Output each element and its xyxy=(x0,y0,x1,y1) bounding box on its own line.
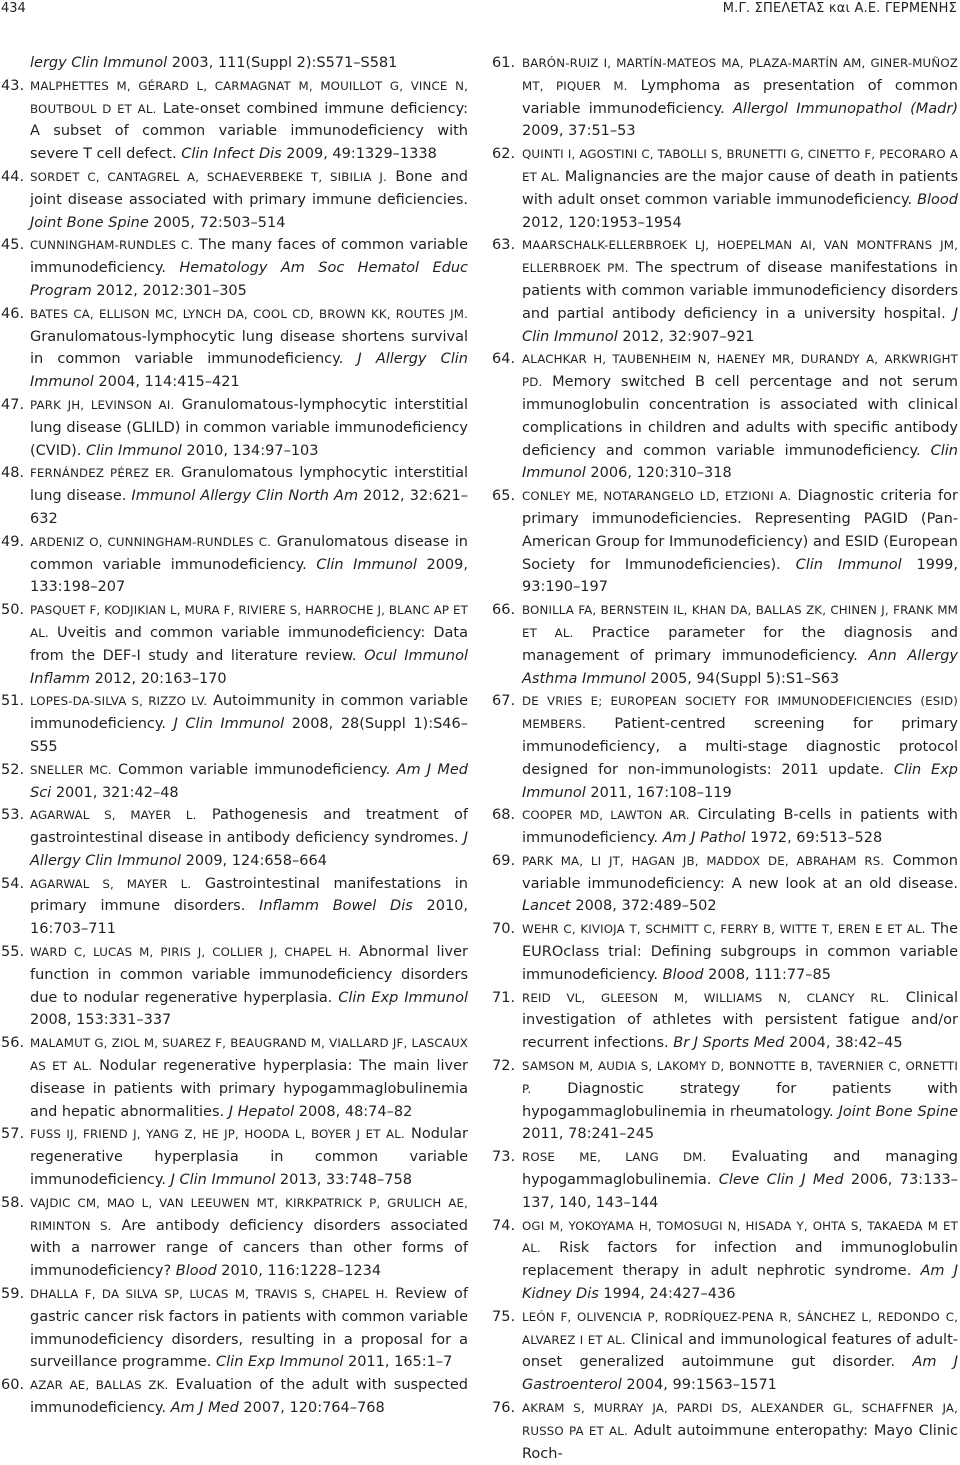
reference-entry xyxy=(0,394,468,462)
reference-entry xyxy=(0,234,468,302)
reference-entry xyxy=(0,1032,468,1123)
reference-title: Nodular regenerative hyperplasia in common variable immunodeficiency. xyxy=(30,1126,468,1189)
reference-authors: LEÓN F, OLIVENCIA P, RODRÍQUEZ-PENA R, SÁNCHEZ L, REDONDO C, ALVAREZ I ET AL. xyxy=(522,1309,958,1347)
reference-title: Evaluating and managing hypogammaglobulinemia. xyxy=(522,1149,958,1189)
reference-title: Clinical investigation of athletes with persistent fatigue and/or recurrent infections. xyxy=(522,989,958,1052)
reference-title: The many faces of common variable immunodeficiency. xyxy=(30,237,469,277)
reference-number: 64. xyxy=(492,351,516,368)
reference-citation: 1999, 93:190–197 xyxy=(522,556,959,596)
reference-entry xyxy=(0,873,468,941)
reference-title: Granulomatous-lymphocytic interstitial lung disease (GLILD) in common variable immunodeficiency (CVID). xyxy=(30,396,468,459)
reference-entry xyxy=(492,690,958,804)
reference-journal: Clin Exp Immunol xyxy=(522,761,958,801)
reference-title: Evaluation of the adult with suspected immunodeficiency. xyxy=(30,1377,469,1417)
reference-title: Memory switched B cell percentage and not serum immunoglobulin concentration is associated with clinical complications in children and adults with specific antibody deficiency and common variable immunodeficiency. xyxy=(522,374,958,459)
reference-number: 53. xyxy=(1,807,25,824)
reference-citation: 2009, 133:198–207 xyxy=(30,556,468,596)
reference-title: Lymphoma as presentation of common variable immunodeficiency. xyxy=(522,77,958,117)
reference-journal: Am J Kidney Dis xyxy=(522,1263,958,1303)
reference-authors: AZAR AE, BALLAS ZK. xyxy=(30,1378,169,1393)
reference-journal: Clin Immunol xyxy=(86,442,182,459)
reference-authors: FERNÁNDEZ PÉREZ ER. xyxy=(30,466,175,481)
reference-journal: Clin Immunol xyxy=(795,556,902,573)
reference-entry xyxy=(492,1397,958,1465)
reference-citation: 2008, 28(Suppl 1):S46–S55 xyxy=(30,716,469,755)
reference-title: Granulomatous disease in common variable immunodeficiency. xyxy=(30,533,468,573)
reference-title: Review of gastric cancer risk factors in patients with common variable immunodeficiency disorders, resulting in a proposal for a surveillance programme. xyxy=(30,1286,468,1371)
reference-title: Adult autoimmune enteropathy: Mayo Clinic Roch- xyxy=(522,1422,959,1462)
reference-authors: COOPER MD, LAWTON AR. xyxy=(522,808,690,823)
reference-authors: DHALLA F, DA SILVA SP, LUCAS M, TRAVIS S, CHAPEL H. xyxy=(30,1287,389,1302)
reference-journal: Joint Bone Spine xyxy=(30,214,149,231)
reference-title: Uveitis and common variable immunodeficiency: Data from the DEF-I study and literature review. xyxy=(30,624,468,664)
reference-number: 72. xyxy=(492,1058,516,1075)
reference-number: 74. xyxy=(492,1217,516,1234)
reference-entry xyxy=(492,918,958,986)
reference-journal: Inflamm Bowel Dis xyxy=(259,898,413,915)
reference-number: 67. xyxy=(492,693,516,710)
reference-citation: 2006, 73:133–137, 140, 143–144 xyxy=(522,1172,958,1211)
reference-number: 57. xyxy=(1,1126,25,1143)
reference-entry xyxy=(492,850,958,918)
reference-journal: Clin Exp Immunol xyxy=(216,1354,344,1371)
reference-authors: SORDET C, CANTAGREL A, SCHAEVERBEKE T, SIBILIA J. xyxy=(30,169,387,184)
reference-entry xyxy=(0,804,468,872)
reference-number: 47. xyxy=(1,396,25,413)
reference-citation: 2008, 111:77–85 xyxy=(703,966,831,983)
reference-number: 55. xyxy=(1,944,25,961)
reference-title: Late-onset combined immune deficiency: A subset of common variable immunodeficiency with severe T cell defect. xyxy=(30,100,469,163)
reference-title: Autoimmunity in common variable immunodeficiency. xyxy=(30,693,468,733)
reference-entry xyxy=(0,462,468,530)
reference-citation: 2004, 114:415–421 xyxy=(93,374,240,391)
reference-authors: CUNNINGHAM-RUNDLES C. xyxy=(30,238,194,253)
reference-authors: AGARWAL S, MAYER L. xyxy=(30,808,197,823)
reference-citation: 2006, 120:310–318 xyxy=(585,465,732,482)
reference-authors: BONILLA FA, BERNSTEIN IL, KHAN DA, BALLAS ZK, CHINEN J, FRANK MM ET AL. xyxy=(522,603,958,640)
reference-entry xyxy=(0,1283,468,1374)
reference-citation: 2012, 32:621–632 xyxy=(30,488,468,527)
reference-entry xyxy=(0,1374,468,1420)
reference-number: 51. xyxy=(1,693,25,710)
reference-citation: 2009, 124:658–664 xyxy=(181,852,327,869)
reference-journal: Cleve Clin J Med xyxy=(718,1172,844,1189)
reference-citation: 2005, 72:503–514 xyxy=(148,214,286,231)
reference-authors: REID VL, GLEESON M, WILLIAMS N, CLANCY RL. xyxy=(522,990,890,1005)
reference-number: 70. xyxy=(492,921,516,938)
reference-number: 62. xyxy=(492,146,516,163)
reference-entry xyxy=(0,1123,468,1191)
reference-authors: ROSE ME, LANG DM. xyxy=(522,1150,707,1165)
reference-title: Common variable immunodeficiency. xyxy=(111,761,397,778)
reference-journal: Joint Bone Spine xyxy=(838,1103,959,1120)
reference-number: 69. xyxy=(492,852,516,869)
reference-citation: 2012, 2012:301–305 xyxy=(91,282,247,299)
reference-authors: SNELLER MC. xyxy=(30,762,112,777)
reference-number: 59. xyxy=(1,1286,25,1303)
reference-number: 56. xyxy=(1,1035,25,1052)
reference-title: Practice parameter for the diagnosis and management of primary immunodeficiency. xyxy=(522,624,959,664)
reference-journal: J Hepatol xyxy=(228,1103,295,1120)
reference-entry xyxy=(492,234,958,348)
reference-citation: 2008, 153:331–337 xyxy=(30,1012,172,1029)
reference-citation: 2009, 49:1329–1338 xyxy=(281,146,437,163)
reference-journal: J Clin Immunol xyxy=(522,305,958,345)
reference-journal: Am J Pathol xyxy=(662,830,746,847)
reference-number: 76. xyxy=(492,1400,516,1417)
reference-journal: Ann Allergy Asthma Immunol xyxy=(522,647,958,687)
reference-title: Pathogenesis and treatment of gastrointestinal disease in antibody deficiency syndromes. xyxy=(30,807,468,847)
reference-number: 54. xyxy=(1,875,25,892)
reference-journal: lergy Clin Immunol xyxy=(30,55,168,71)
reference-entry xyxy=(492,52,958,143)
reference-entry xyxy=(492,1146,958,1214)
reference-journal: Br J Sports Med xyxy=(673,1035,785,1052)
reference-journal: Lancet xyxy=(522,898,571,915)
reference-authors: AGARWAL S, MAYER L. xyxy=(30,876,192,891)
reference-journal: Blood xyxy=(662,966,704,983)
reference-title: Clinical and immunological features of adult-onset generalized autoimmune gut disorder. xyxy=(522,1331,959,1371)
reference-entry xyxy=(0,941,468,1032)
reference-journal: Blood xyxy=(917,191,958,208)
reference-authors: VAJDIC CM, MAO L, VAN LEEUWEN MT, KIRKPATRICK P, GRULICH AE, RIMINTON S. xyxy=(30,1195,468,1233)
reference-entry xyxy=(492,987,958,1055)
reference-authors: ARDENIZ O, CUNNINGHAM-RUNDLES C. xyxy=(30,534,272,549)
reference-entry xyxy=(0,52,468,75)
reference-authors: MALAMUT G, ZIOL M, SUAREZ F, BEAUGRAND M, VIALLARD JF, LASCAUX AS ET AL. xyxy=(30,1036,468,1074)
reference-journal: J Allergy Clin Immunol xyxy=(30,351,468,391)
reference-authors: QUINTI I, AGOSTINI C, TABOLLI S, BRUNETTI G, CINETTO F, PECORARO A ET AL. xyxy=(522,147,958,184)
reference-title: Abnormal liver function in common variable immunodeficiency disorders due to nodular regenerative hyperplasia. xyxy=(30,944,469,1006)
reference-journal: Clin Infect Dis xyxy=(181,146,282,163)
reference-authors: PARK JH, LEVINSON AI. xyxy=(30,397,175,412)
reference-title: Malignancies are the major cause of death in patients with adult onset common variable immunodeficiency. xyxy=(522,168,959,208)
reference-number: 45. xyxy=(1,237,25,254)
reference-entry xyxy=(0,166,468,234)
reference-authors: FUSS IJ, FRIEND J, YANG Z, HE JP, HOODA L, BOYER J ET AL. xyxy=(30,1127,405,1142)
reference-number: 49. xyxy=(1,533,25,550)
reference-authors: BATES CA, ELLISON MC, LYNCH DA, COOL CD, BROWN KK, ROUTES JM. xyxy=(30,306,468,321)
reference-number: 61. xyxy=(492,55,516,71)
reference-citation: 2011, 167:108–119 xyxy=(585,784,732,801)
reference-number: 52. xyxy=(1,761,25,778)
reference-journal: Ocul Immunol Inflamm xyxy=(30,647,468,687)
reference-number: 68. xyxy=(492,807,516,824)
reference-authors: OGI M, YOKOYAMA H, TOMOSUGI N, HISADA Y, OHTA S, TAKAEDA M ET AL. xyxy=(522,1218,958,1256)
reference-number: 50. xyxy=(1,602,25,619)
reference-citation: 2008, 372:489–502 xyxy=(570,898,717,915)
reference-citation: 2013, 33:748–758 xyxy=(275,1172,412,1189)
reference-title: Nodular regenerative hyperplasia: The main liver disease in patients with primary hypogammaglobulinemia and hepatic abnormalities. xyxy=(30,1058,468,1120)
reference-entry xyxy=(0,690,468,758)
reference-title: Granulomatous-lymphocytic lung disease shortens survival in common variable immunodeficiency. xyxy=(30,328,468,368)
reference-title: The spectrum of disease manifestations in patients with common variable immunodeficiency disorders and partial antibody deficiency in a university hospital. xyxy=(522,260,958,322)
reference-entry xyxy=(492,1306,958,1397)
reference-journal: Clin Immunol xyxy=(316,556,417,573)
reference-journal: J Allergy Clin Immunol xyxy=(30,830,468,869)
reference-citation: 2004, 38:42–45 xyxy=(784,1035,903,1052)
reference-authors: CONLEY ME, NOTARANGELO LD, ETZIONI A. xyxy=(522,489,792,504)
reference-number: 75. xyxy=(492,1308,516,1325)
reference-title: Bone and joint disease associated with primary immune deficiencies. xyxy=(30,168,468,208)
reference-citation: 2005, 94(Suppl 5):S1–S63 xyxy=(645,670,840,687)
reference-citation: 2007, 120:764–768 xyxy=(238,1400,385,1417)
reference-journal: Hematology Am Soc Hematol Educ Program xyxy=(30,260,468,299)
reference-title: The EUROclass trial: Defining subgroups in common variable immunodeficiency. xyxy=(522,921,959,983)
reference-citation: 2010, 134:97–103 xyxy=(181,442,319,459)
reference-citation: 2010, 16:703–711 xyxy=(30,898,469,938)
reference-citation: 2001, 321:42–48 xyxy=(51,784,179,801)
reference-journal: Am J Med Sci xyxy=(30,761,468,801)
reference-authors: MALPHETTES M, GÉRARD L, CARMAGNAT M, MOUILLOT G, VINCE N, BOUTBOUL D ET AL. xyxy=(30,78,468,116)
reference-authors: PARK MA, LI JT, HAGAN JB, MADDOX DE, ABRAHAM RS. xyxy=(522,853,885,868)
reference-citation: 1994, 24:427–436 xyxy=(598,1286,736,1303)
reference-authors: MAARSCHALK-ELLERBROEK LJ, HOEPELMAN AI, VAN MONTFRANS JM, ELLERBROEK PM. xyxy=(522,238,958,276)
reference-title: Granulomatous lymphocytic interstitial lung disease. xyxy=(30,465,468,505)
reference-title: Risk factors for infection and immunoglobulin replacement therapy in adult nephrotic syndrome. xyxy=(522,1240,958,1280)
reference-citation: 2011, 165:1–7 xyxy=(343,1354,453,1371)
reference-entry xyxy=(492,599,958,690)
reference-authors: BARÓN-RUIZ I, MARTÍN-MATEOS MA, PLAZA-MARTÍN AM, GINER-MUÑOZ MT, PIQUER M. xyxy=(522,56,958,93)
page-header xyxy=(0,0,960,22)
reference-citation: 2009, 37:51–53 xyxy=(522,123,636,140)
reference-number: 60. xyxy=(1,1377,25,1394)
reference-number: 73. xyxy=(492,1149,516,1166)
reference-journal: Allergol Immunopathol (Madr) xyxy=(733,100,958,117)
reference-journal: Am J Gastroenterol xyxy=(522,1354,958,1394)
reference-citation: 1972, 69:513–528 xyxy=(745,830,883,847)
reference-journal: Clin Exp Immunol xyxy=(338,989,469,1006)
reference-journal: Clin Immunol xyxy=(522,442,958,482)
reference-entry xyxy=(492,143,958,234)
reference-authors: PASQUET F, KODJIKIAN L, MURA F, RIVIERE S, HARROCHE J, BLANC AP ET AL. xyxy=(30,603,468,640)
page-number: 434 xyxy=(1,1,26,16)
reference-number: 44. xyxy=(1,168,25,185)
reference-title: Patient-centred screening for primary immunodeficiency, a multi-stage diagnostic protocol designed for non-immunologists: 2011 update. xyxy=(522,716,958,778)
reference-journal: Immunol Allergy Clin North Am xyxy=(131,488,359,505)
reference-entry xyxy=(492,804,958,850)
reference-authors: WEHR C, KIVIOJA T, SCHMITT C, FERRY B, WITTE T, EREN E ET AL. xyxy=(522,922,926,937)
reference-authors: WARD C, LUCAS M, PIRIS J, COLLIER J, CHAPEL H. xyxy=(30,945,352,960)
reference-number: 46. xyxy=(1,305,25,322)
reference-entry xyxy=(492,1215,958,1306)
reference-number: 58. xyxy=(1,1194,25,1211)
reference-entry xyxy=(492,1055,958,1146)
reference-entry xyxy=(492,485,958,599)
reference-authors: AKRAM S, MURRAY JA, PARDI DS, ALEXANDER GL, SCHAFFNER JA, RUSSO PA ET AL. xyxy=(522,1401,958,1438)
reference-journal: Am J Med xyxy=(170,1400,239,1417)
running-head: Μ.Γ. ΣΠΕΛΕΤΑΣ και Α.Ε. ΓΕΡΜΕΝΗΣ xyxy=(722,1,957,16)
reference-title: Common variable immunodeficiency: A new look at an old disease. xyxy=(522,852,958,892)
reference-citation: 2012, 120:1953–1954 xyxy=(522,214,682,231)
reference-entry xyxy=(0,1192,468,1283)
reference-citation: 2012, 32:907–921 xyxy=(617,328,755,345)
reference-citation: 2012, 20:163–170 xyxy=(89,670,227,687)
left-reference-column xyxy=(0,52,468,1420)
reference-entry xyxy=(0,759,468,805)
reference-entry xyxy=(492,348,958,485)
reference-number: 48. xyxy=(1,465,25,482)
reference-authors: LOPES-DA-SILVA S, RIZZO LV. xyxy=(30,694,208,709)
reference-authors: SAMSON M, AUDIA S, LAKOMY D, BONNOTTE B, TAVERNIER C, ORNETTI P. xyxy=(522,1059,958,1096)
reference-entry xyxy=(0,599,468,690)
reference-title: Circulating B-cells in patients with immunodeficiency. xyxy=(522,807,958,847)
reference-title: Are antibody deficiency disorders associated with a narrower range of cancers than other forms of immunodeficiency? xyxy=(30,1217,468,1280)
reference-citation: 2011, 78:241–245 xyxy=(522,1126,655,1143)
reference-number: 63. xyxy=(492,237,516,254)
reference-number: 66. xyxy=(492,602,516,619)
reference-journal: J Clin Immunol xyxy=(170,1172,276,1189)
reference-citation: 2008, 48:74–82 xyxy=(294,1103,413,1120)
reference-title: Diagnostic strategy for patients with hypogammaglobulinemia in rheumatology. xyxy=(522,1080,958,1120)
reference-number: 43. xyxy=(1,77,25,94)
reference-title: Gastrointestinal manifestations in primary immune disorders. xyxy=(30,875,468,915)
reference-entry xyxy=(0,531,468,599)
reference-entry xyxy=(0,75,468,166)
reference-citation: 2010, 116:1228–1234 xyxy=(216,1263,382,1280)
reference-number: 71. xyxy=(492,989,516,1006)
right-reference-column xyxy=(492,52,958,1465)
reference-authors: ALACHKAR H, TAUBENHEIM N, HAENEY MR, DURANDY A, ARKWRIGHT PD. xyxy=(522,352,958,390)
reference-title: Diagnostic criteria for primary immunodeficiencies. Representing PAGID (Pan-American Group for Immunodeficiency) and ESID (European Society for Immunodeficiencies). xyxy=(522,488,958,573)
reference-authors: DE VRIES E; EUROPEAN SOCIETY FOR IMMUNODEFICIENCIES (ESID) MEMBERS. xyxy=(522,694,958,732)
reference-number: 65. xyxy=(492,488,516,505)
reference-citation: 2003, 111(Suppl 2):S571–S581 xyxy=(167,55,398,71)
reference-citation: 2004, 99:1563–1571 xyxy=(621,1377,777,1394)
reference-entry xyxy=(0,303,468,394)
reference-journal: J Clin Immunol xyxy=(173,716,285,733)
reference-journal: Blood xyxy=(175,1263,217,1280)
